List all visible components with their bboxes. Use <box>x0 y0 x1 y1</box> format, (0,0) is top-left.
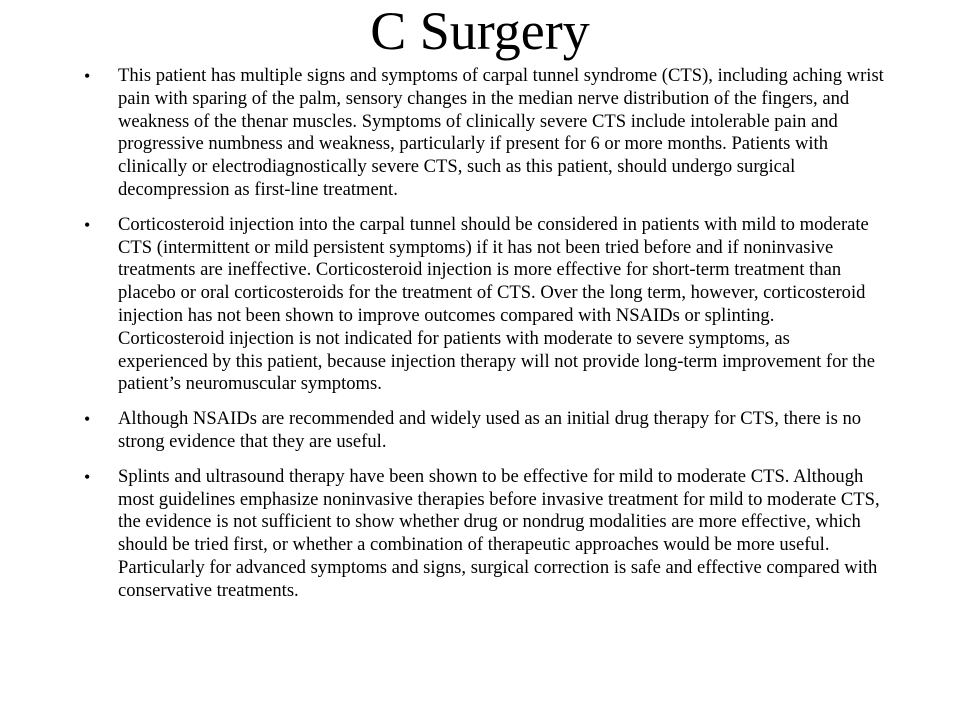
bullet-text: Splints and ultrasound therapy have been shown to be effective for mild to moderate CTS. Although most guidelines emphasize noninvasive therapies before invasive treatment for mild to moderate CTS, the evidence is not sufficient to show whether drug or nondrug modalities are more effective, which should be tried first, or whether a combination of therapeutic approaches would be more useful. Particularly for advanced symptoms and signs, surgical correction is safe and effective compared with conservative treatments. <box>118 465 880 601</box>
bullet-item-corticosteroid-injection <box>84 214 884 396</box>
bullet-item-surgical-decompression <box>84 65 884 202</box>
bullet-marker: • <box>84 214 91 235</box>
slide-title: C Surgery <box>370 1 590 61</box>
bullet-text: This patient has multiple signs and symptoms of carpal tunnel syndrome (CTS), including aching wrist pain with sparing of the palm, sensory changes in the median nerve distribution of the fingers, and weakness of the thenar muscles. Symptoms of clinically severe CTS include intolerable pain and progressive numbness and weakness, particularly if present for 6 or more months. Patients with clinically or electrodiagnostically severe CTS, such as this patient, should undergo surgical decompression as first-line treatment. <box>118 65 884 200</box>
bullet-item-nsaids <box>84 408 884 454</box>
bullet-marker: • <box>84 66 91 86</box>
bullet-list <box>84 65 884 615</box>
bullet-text: Although NSAIDs are recommended and widely used as an initial drug therapy for CTS, there is no strong evidence that they are useful. <box>118 408 862 452</box>
bullet-marker: • <box>84 409 91 430</box>
bullet-text: Corticosteroid injection into the carpal tunnel should be considered in patients with mild to moderate CTS (intermittent or mild persistent symptoms) if it has not been tried before and if noninvasive treatments are ineffective. Corticosteroid injection is more effective for short-term treatment than placebo or oral corticosteroids for the treatment of CTS. Over the long term, however, corticosteroid injection has not been shown to improve outcomes compared with NSAIDs or splinting. Corticosteroid injection is not indicated for patients with moderate to severe symptoms, as experienced by this patient, because injection therapy will not provide long-term improvement for the patient’s neuromuscular symptoms. <box>118 213 875 395</box>
bullet-item-splints-ultrasound <box>84 466 884 603</box>
bullet-marker: • <box>84 466 91 487</box>
